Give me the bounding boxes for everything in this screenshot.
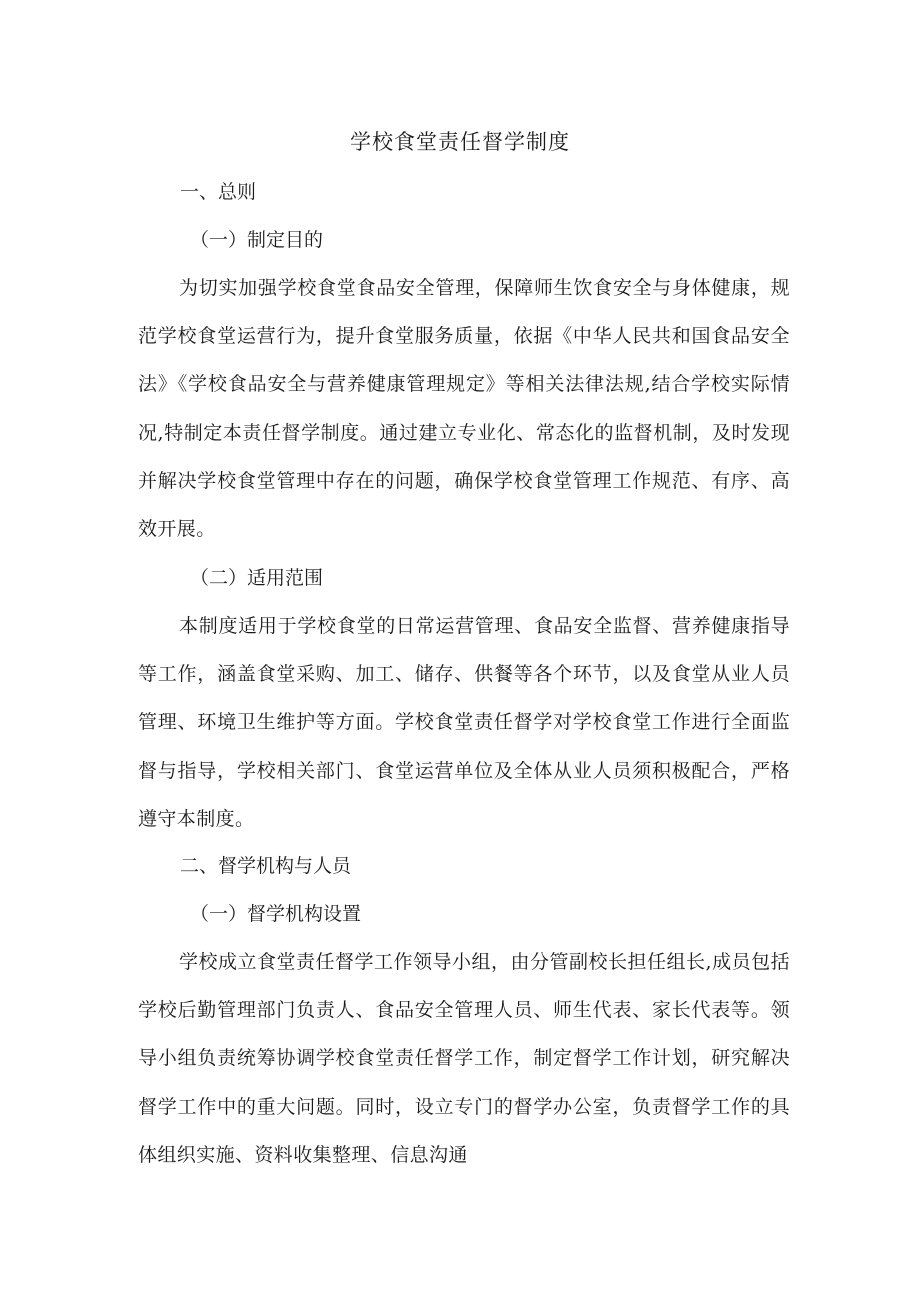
subsection-heading-scope: （二）适用范围 <box>190 567 324 589</box>
subsection-heading-purpose: （一）制定目的 <box>190 229 324 251</box>
paragraph-purpose: 为切实加强学校食堂食品安全管理，保障师生饮食安全与身体健康，规范学校食堂运营行为，提升食堂服务质量，依据《中华人民共和国食品安全法》《学校食品安全与营养健康管理规定》等相关法律法规,结合学校实际情况,特制定本责任督学制度。通过建立专业化、常态化的监督机制，及时发现并解决学校食堂管理中存在的问题，确保学校食堂管理工作规范、有序、高效开展。 <box>138 277 790 541</box>
paragraph-agency-setup: 学校成立食堂责任督学工作领导小组，由分管副校长担任组长,成员包括学校后勤管理部门负责人、食品安全管理人员、师生代表、家长代表等。领导小组负责统筹协调学校食堂责任督学工作，制定督学工作计划，研究解决督学工作中的重大问题。同时，设立专门的督学办公室，负责督学工作的具体组织实施、资料收集整理、信息沟通 <box>138 951 790 1166</box>
section-heading-general: 一、总则 <box>180 181 257 203</box>
document-title: 学校食堂责任督学制度 <box>350 130 570 154</box>
section-heading-agency: 二、督学机构与人员 <box>180 855 352 877</box>
paragraph-scope: 本制度适用于学校食堂的日常运营管理、食品安全监督、营养健康指导等工作，涵盖食堂采购、加工、储存、供餐等各个环节，以及食堂从业人员管理、环境卫生维护等方面。学校食堂责任督学对学校食堂工作进行全面监督与指导，学校相关部门、食堂运营单位及全体从业人员须积极配合，严格遵守本制度。 <box>138 615 790 830</box>
subsection-heading-agency-setup: （一）督学机构设置 <box>190 903 362 925</box>
